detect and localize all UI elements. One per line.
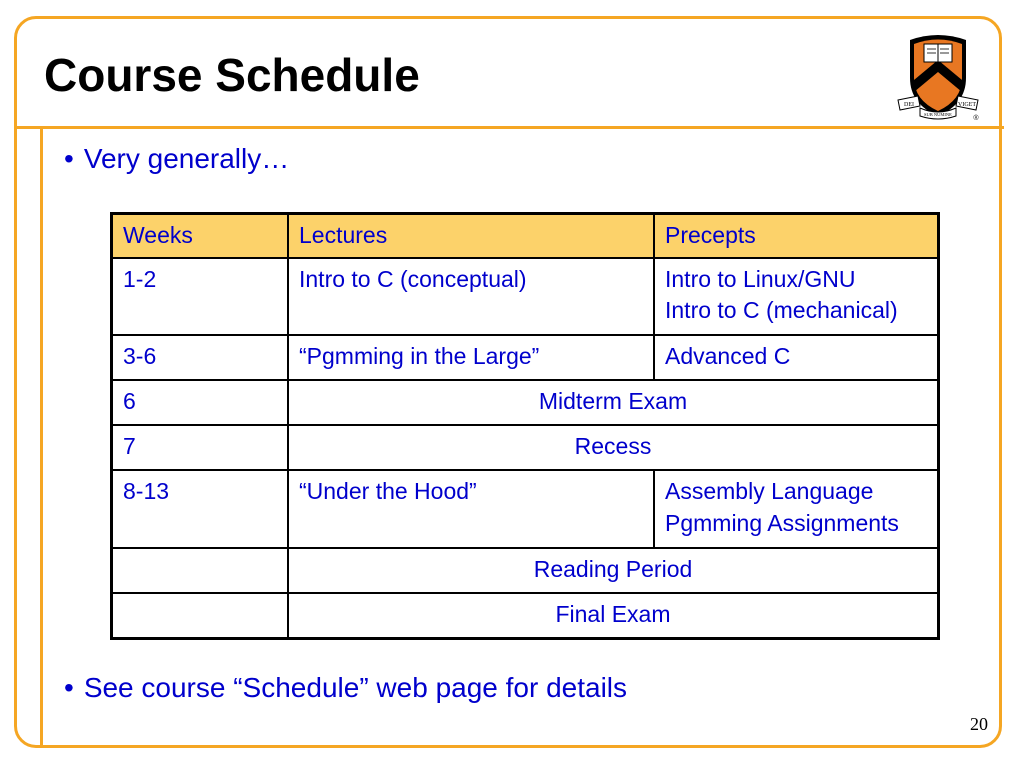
bullet-item [64,145,289,173]
bullet-text: See course “Schedule” web page for details [83,672,628,703]
registered-mark: ® [973,115,979,122]
cell-weeks: 8-13 [112,470,289,548]
princeton-shield-icon [896,30,980,122]
left-rule [40,126,43,748]
cell-precept [654,258,939,336]
slide-title: Course Schedule [44,49,420,101]
cell-lecture: “Under the Hood” [288,470,654,548]
table-row [112,470,939,548]
cell-weeks: 1-2 [112,258,289,336]
bullet-dot-icon: • [64,143,74,174]
precept-line: Intro to Linux/GNU [665,265,856,292]
cell-lecture: “Pgmming in the Large” [288,335,654,380]
cell-weeks: 6 [112,380,289,425]
table-header-row [112,214,939,258]
cell-precept [654,335,939,380]
logo-motto-mid: SUB NUMINE [924,112,952,117]
cell-weeks [112,548,289,593]
cell-event: Reading Period [288,548,939,593]
cell-event: Recess [288,425,939,470]
header-lectures: Lectures [288,214,654,258]
schedule-table [110,212,940,640]
cell-lecture: Intro to C (conceptual) [288,258,654,336]
bullet-text: Very generally… [83,143,290,174]
cell-event: Final Exam [288,593,939,639]
table-row [112,380,939,425]
bullet-dot-icon: • [64,672,74,703]
page-number: 20 [970,714,988,734]
cell-weeks: 3-6 [112,335,289,380]
cell-weeks [112,593,289,639]
precept-line: Advanced C [665,343,791,370]
logo-motto-left: DEI [904,102,914,108]
precept-line: Intro to C (mechanical) [665,297,898,324]
precept-line: Pgmming Assignments [665,510,899,537]
table-row [112,425,939,470]
table-row [112,548,939,593]
logo-motto-right: VIGET [958,102,976,108]
table-row [112,593,939,639]
table-row [112,258,939,336]
table-row [112,335,939,380]
title-divider [14,126,1004,129]
bullet-item [64,674,627,702]
precept-line: Assembly Language [665,478,874,505]
header-precepts: Precepts [654,214,939,258]
cell-weeks: 7 [112,425,289,470]
header-weeks: Weeks [112,214,289,258]
cell-event: Midterm Exam [288,380,939,425]
cell-precept [654,470,939,548]
